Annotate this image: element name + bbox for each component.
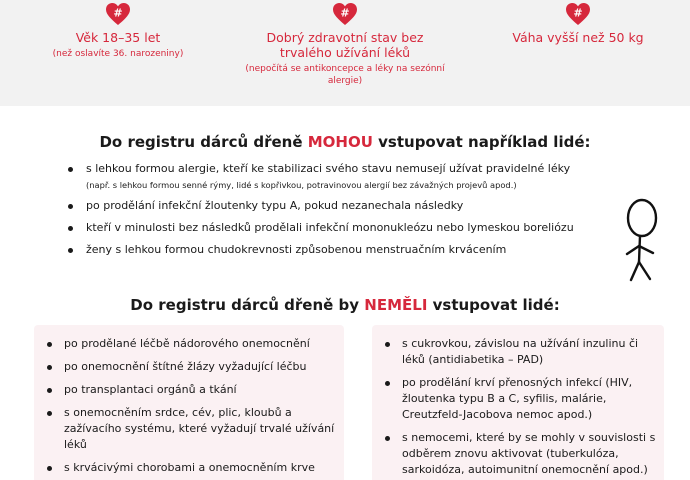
not-list-box-right: [372, 325, 664, 480]
title-text: Do registru dárců dřeně by: [130, 296, 365, 314]
requirement-health: [245, 0, 445, 87]
requirement-note: (nepočítá se antikoncepce a léky na sezónní alergie): [245, 64, 445, 86]
requirement-main: Věk 18–35 let: [75, 30, 161, 45]
list-item-text: po prodělání infekční žloutenky typu A, pokud nezanechala následky: [86, 199, 464, 212]
list-item: po onemocnění štítné žlázy vyžadující léčbu: [34, 359, 344, 375]
list-item-text: kteří v minulosti bez následků prodělali infekční mononukleózu nebo lymeskou boreliózu: [86, 221, 574, 234]
stick-figure-illustration: [610, 196, 670, 292]
heart-hash-icon: [565, 2, 591, 26]
list-item: [60, 162, 620, 191]
not-list-right: [372, 325, 664, 478]
title-text: Do registru dárců dřeně: [99, 133, 308, 151]
requirement-note: (než oslavíte 36. narozeniny): [52, 49, 184, 59]
may-list: [60, 162, 620, 265]
may-section-title: [0, 133, 690, 151]
svg-text:#: #: [573, 6, 583, 20]
not-list-left: [34, 325, 344, 476]
list-item: [60, 243, 620, 257]
title-highlight: NEMĚLI: [364, 296, 428, 314]
svg-text:#: #: [113, 6, 123, 20]
list-item: [60, 199, 620, 213]
list-item: s cukrovkou, závislou na užívání inzulinu či léků (antidiabetika – PAD): [372, 336, 664, 368]
list-item-text: s lehkou formou alergie, kteří ke stabilizaci svého stavu nemusejí užívat pravidelné léky: [86, 162, 571, 175]
requirement-main: Dobrý zdravotní stav bez trvalého užívání léků: [266, 30, 424, 60]
heart-hash-icon: [332, 2, 358, 26]
title-text: vstupovat lidé:: [427, 296, 560, 314]
list-item: s nemocemi, které by se mohly v souvislosti s odběrem znovu aktivovat (tuberkulóza, sarkoidóza, autoimunitní onemocnění apod.): [372, 430, 664, 478]
requirement-age: [18, 0, 218, 60]
not-list-box-left: [34, 325, 344, 480]
title-highlight: MOHOU: [307, 133, 373, 151]
list-item: s onemocněním srdce, cév, plic, kloubů a zažívacího systému, které vyžadují trvalé užívání léků: [34, 405, 344, 453]
not-section-title: [0, 296, 690, 314]
title-text: vstupovat například lidé:: [372, 133, 591, 151]
list-item: po transplantaci orgánů a tkání: [34, 382, 344, 398]
requirements-band: [0, 0, 690, 106]
list-item-note: (např. s lehkou formou senné rýmy, lidé s kopřivkou, potravinovou alergií bez závažných projevů apod.): [86, 180, 517, 190]
requirement-weight: [478, 0, 678, 45]
requirement-main: Váha vyšší než 50 kg: [512, 30, 644, 45]
heart-hash-icon: [105, 2, 131, 26]
list-item: po prodělané léčbě nádorového onemocnění: [34, 336, 344, 352]
list-item: [60, 221, 620, 235]
list-item: s krvácivými chorobami a onemocněním krve: [34, 460, 344, 476]
list-item: po prodělání krví přenosných infekcí (HIV, žloutenka typu B a C, syfilis, malárie, Creutzfeld-Jacobova nemoc apod.): [372, 375, 664, 423]
svg-text:#: #: [340, 6, 350, 20]
list-item-text: ženy s lehkou formou chudokrevnosti způsobenou menstruačním krvácením: [86, 243, 507, 256]
